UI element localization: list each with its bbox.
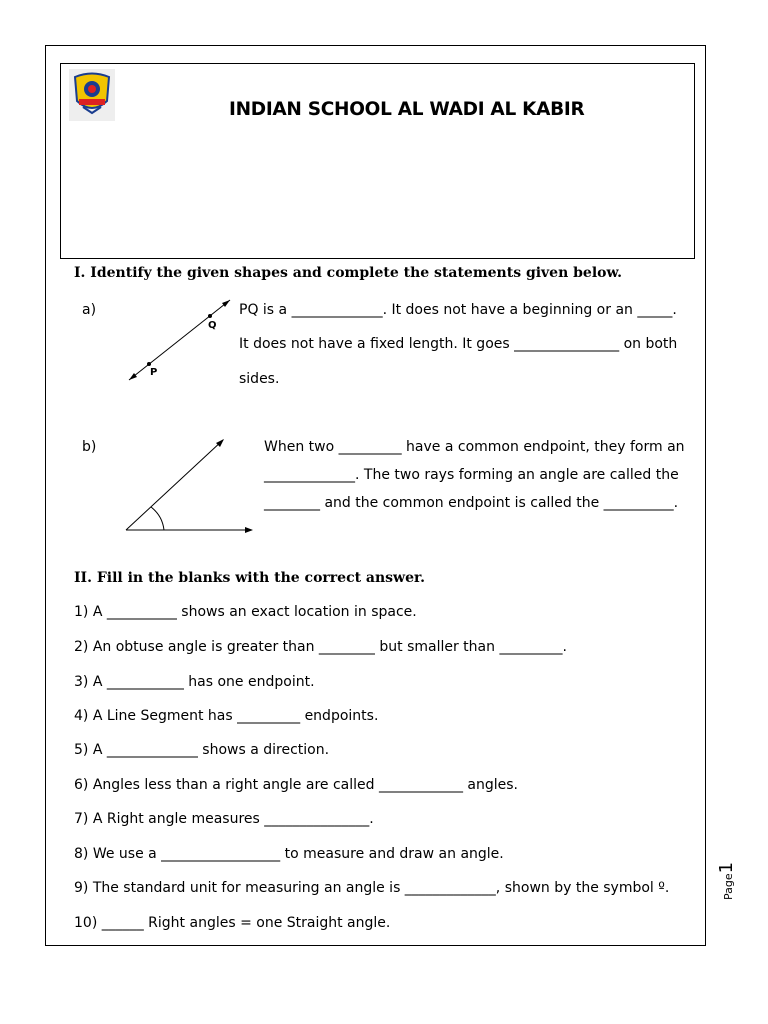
item-b-label: b) [82,439,97,455]
question-7: 7) A Right angle measures _______________. [74,811,374,827]
item-a-line-2: It does not have a fixed length. It goes _______________ on both [239,336,678,352]
item-a-label: a) [82,302,97,318]
line-pq-diagram [118,292,238,384]
section-2-heading: II. Fill in the blanks with the correct answer. [74,570,425,586]
item-b-line-1: When two _________ have a common endpoint, they form an [264,439,685,455]
page-word: Page [722,873,735,900]
question-4: 4) A Line Segment has _________ endpoints. [74,708,379,724]
school-title: INDIAN SCHOOL AL WADI AL KABIR [229,99,585,120]
question-1: 1) A __________ shows an exact location in space. [74,604,417,620]
header-box [60,63,695,259]
question-9: 9) The standard unit for measuring an angle is _____________, shown by the symbol º. [74,880,670,896]
item-b-line-3: ________ and the common endpoint is called the __________. [264,495,679,511]
item-b-line-2: _____________. The two rays forming an angle are called the [264,467,679,483]
item-a-line-3: sides. [239,371,280,387]
question-5: 5) A _____________ shows a direction. [74,742,330,758]
question-3: 3) A ___________ has one endpoint. [74,674,315,690]
item-a-line-1: PQ is a _____________. It does not have a beginning or an _____. [239,302,677,318]
question-2: 2) An obtuse angle is greater than ________ but smaller than _________. [74,639,567,655]
label-q: Q [208,320,217,331]
label-p: P [150,367,158,378]
question-8: 8) We use a _________________ to measure and draw an angle. [74,846,504,862]
school-logo [69,69,115,121]
point-p [147,362,151,366]
section-1-heading: I. Identify the given shapes and complete the statements given below. [74,265,623,281]
point-q [208,314,212,318]
question-10: 10) ______ Right angles = one Straight angle. [74,915,391,931]
page-number-value: 1 [716,861,737,874]
page-number [716,862,737,900]
question-6: 6) Angles less than a right angle are called ____________ angles. [74,777,519,793]
angle-diagram [118,432,258,536]
